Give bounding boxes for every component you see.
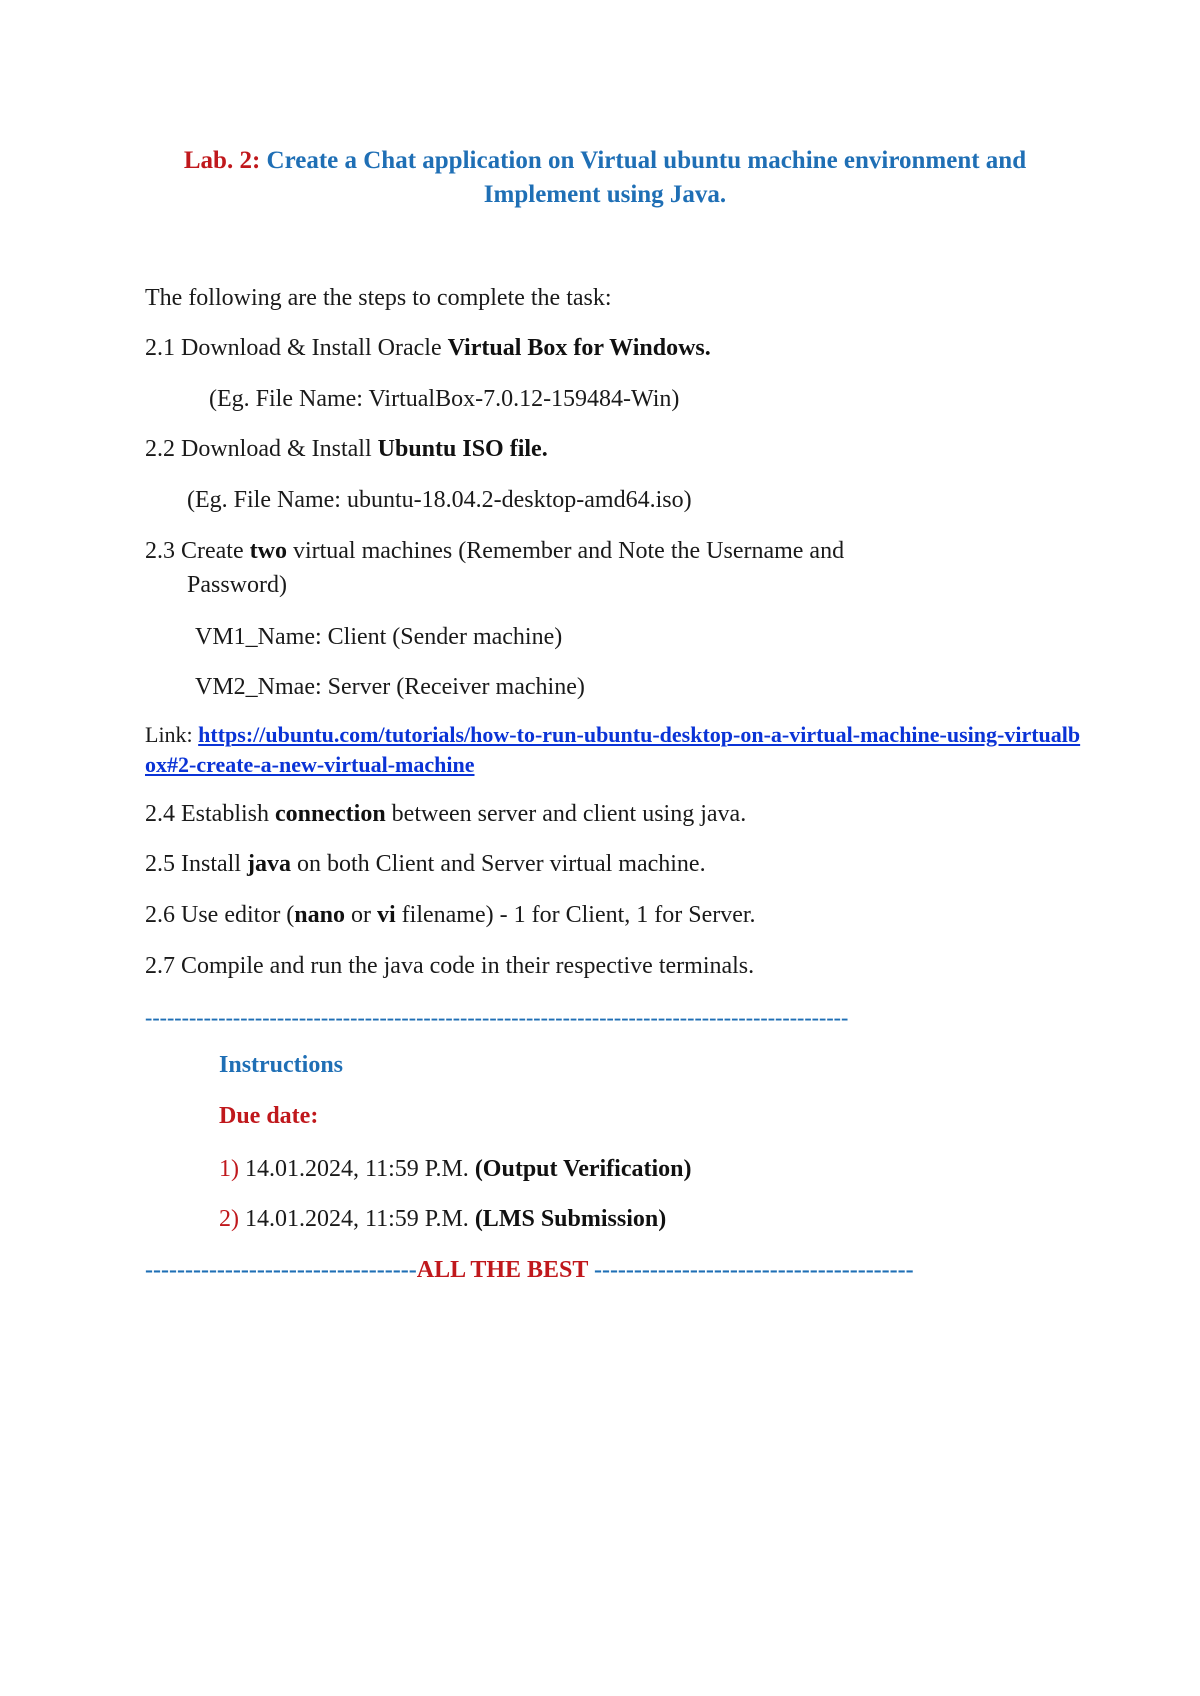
due-item-1 <box>219 1154 691 1184</box>
link-line <box>145 720 1085 780</box>
footer-left-dashes: ---------------------------------- <box>145 1257 417 1283</box>
instructions-heading: Instructions <box>219 1052 344 1078</box>
lab-title-text: Create a Chat application on Virtual ubuntu machine environment and Implement using Java. <box>266 147 1027 208</box>
vm1-name: VM1_Name: Client (Sender machine) <box>195 624 563 650</box>
due-date-label: Due date: <box>219 1103 319 1129</box>
step-2-7: 2.7 Compile and run the java code in their respective terminals. <box>145 953 755 979</box>
step-2-4-suffix: between server and client using java. <box>385 801 747 827</box>
step-2-6-suffix: filename) - 1 for Client, 1 for Server. <box>395 902 756 928</box>
step-2-1-bold: Virtual Box for Windows. <box>447 335 711 361</box>
step-2-3-suffix: virtual machines (Remember and Note the Username and <box>286 538 845 564</box>
step-2-2 <box>145 434 548 464</box>
step-2-5-suffix: on both Client and Server virtual machine. <box>291 851 706 877</box>
step-2-6-bold-vi: vi <box>377 902 396 928</box>
step-2-3-text: 2.3 Create <box>145 538 250 564</box>
due-item-2-note: (LMS Submission) <box>474 1206 667 1232</box>
step-2-6-bold-nano: nano <box>294 902 345 928</box>
step-2-4-text: 2.4 Establish <box>145 801 275 827</box>
intro-text: The following are the steps to complete the task: <box>145 285 612 311</box>
step-2-6 <box>145 900 756 930</box>
separator-line: ------------------------------------------------------------------------------------------------ <box>145 1005 849 1030</box>
step-2-5-text: 2.5 Install <box>145 851 247 877</box>
due-item-2 <box>219 1204 666 1234</box>
step-2-4-bold: connection <box>275 801 386 827</box>
step-2-1 <box>145 333 711 363</box>
due-item-1-number: 1) <box>219 1156 239 1182</box>
step-2-1-text: 2.1 Download & Install Oracle <box>145 335 448 361</box>
vm2-name: VM2_Nmae: Server (Receiver machine) <box>195 674 585 700</box>
step-2-6-mid: or <box>345 902 377 928</box>
step-2-3 <box>145 536 844 566</box>
step-2-6-text: 2.6 Use editor ( <box>145 902 295 928</box>
due-item-1-note: (Output Verification) <box>474 1156 692 1182</box>
link-label: Link: <box>145 722 193 747</box>
page-title <box>150 144 1060 212</box>
footer-line <box>145 1255 1065 1285</box>
step-2-3-bold: two <box>249 538 287 564</box>
footer-text: ALL THE BEST <box>416 1257 588 1283</box>
due-item-2-number: 2) <box>219 1206 239 1232</box>
step-2-1-example: (Eg. File Name: VirtualBox-7.0.12-159484-Win) <box>209 386 680 412</box>
tutorial-link[interactable]: https://ubuntu.com/tutorials/how-to-run-ubuntu-desktop-on-a-virtual-machine-using-virtualbox#2-create-a-new-virtual-machine <box>145 722 1081 777</box>
step-2-2-example: (Eg. File Name: ubuntu-18.04.2-desktop-amd64.iso) <box>187 487 692 513</box>
step-2-4 <box>145 799 746 829</box>
due-item-1-date: 14.01.2024, 11:59 P.M. <box>239 1156 475 1182</box>
step-2-2-text: 2.2 Download & Install <box>145 436 378 462</box>
lab-number: Lab. 2: <box>183 147 261 174</box>
step-2-3-line2: Password) <box>187 572 287 598</box>
due-item-2-date: 14.01.2024, 11:59 P.M. <box>239 1206 475 1232</box>
footer-right-dashes: ---------------------------------------- <box>587 1257 914 1283</box>
step-2-2-bold: Ubuntu ISO file. <box>377 436 548 462</box>
step-2-5-bold: java <box>247 851 291 877</box>
step-2-5 <box>145 849 706 879</box>
